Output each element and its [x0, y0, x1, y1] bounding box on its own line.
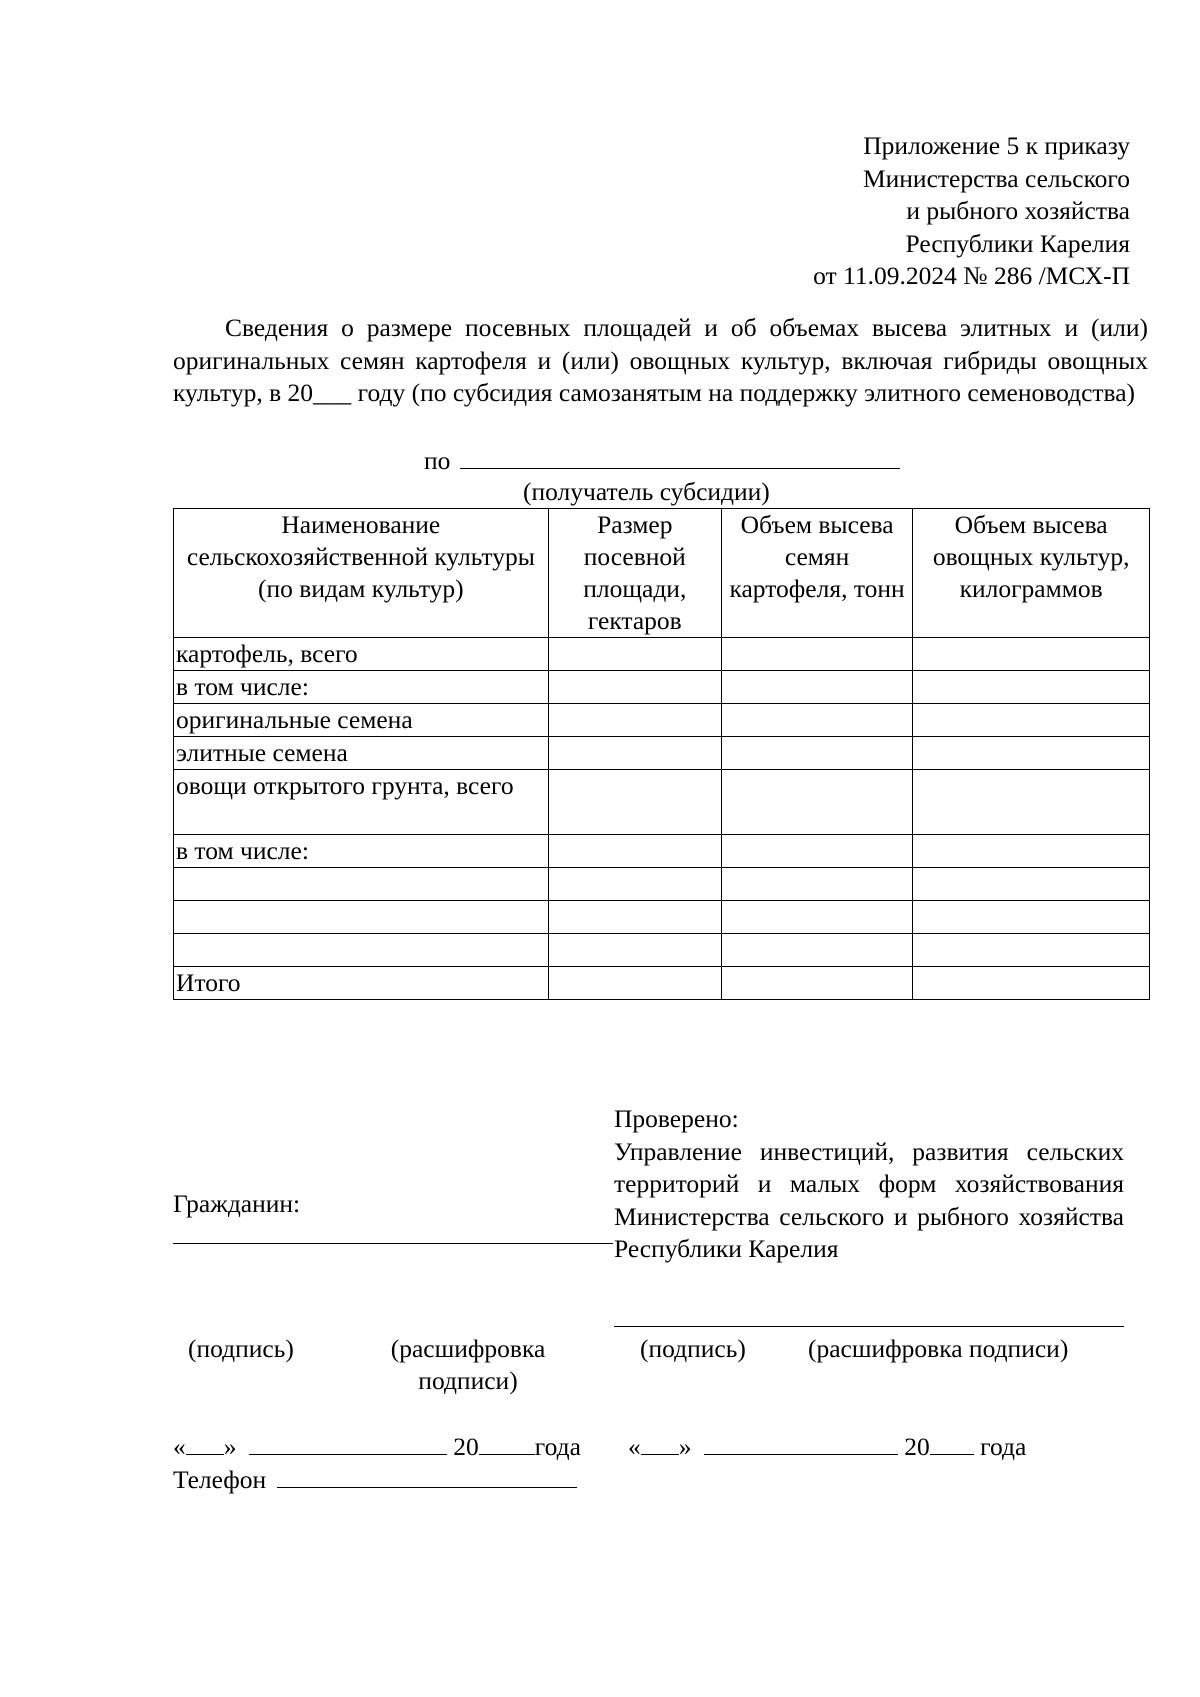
header-crop-name: Наименование сельскохозяйственной культуры (по видам культур) [174, 509, 549, 638]
day-field[interactable] [186, 1430, 224, 1455]
citizen-decode-caption: (расшифровка подписи) [390, 1334, 546, 1395]
header-vegetable-volume: Объем высева овощных культур, килограммов [913, 509, 1150, 638]
table-row [174, 737, 1150, 770]
cell-potato[interactable] [721, 770, 912, 835]
row-label[interactable] [174, 868, 549, 901]
cell-vegetable[interactable] [913, 835, 1150, 868]
cell-potato[interactable] [721, 737, 912, 770]
citizen-sign-caption: (подпись) [188, 1334, 294, 1363]
cell-potato[interactable] [721, 967, 912, 1000]
cell-area[interactable] [548, 967, 721, 1000]
cell-vegetable[interactable] [913, 638, 1150, 671]
order-reference [813, 130, 1130, 293]
cell-area[interactable] [548, 704, 721, 737]
table-row [174, 704, 1150, 737]
month-field[interactable] [249, 1430, 447, 1455]
header-line: Приложение 5 к приказу [863, 131, 1130, 160]
cell-potato[interactable] [721, 868, 912, 901]
table-row [174, 934, 1150, 967]
cell-area[interactable] [548, 868, 721, 901]
month-field[interactable] [704, 1430, 898, 1455]
table-row-total [174, 967, 1150, 1000]
table-row [174, 835, 1150, 868]
checked-label: Проверено: [614, 1104, 739, 1133]
cell-vegetable[interactable] [913, 671, 1150, 704]
date-open-quote: « [173, 1432, 186, 1461]
citizen-signature-field[interactable] [173, 1243, 613, 1244]
day-field[interactable] [641, 1430, 679, 1455]
cell-potato[interactable] [721, 934, 912, 967]
cell-vegetable[interactable] [913, 901, 1150, 934]
row-label[interactable] [174, 901, 549, 934]
phone-row [173, 1463, 577, 1496]
ministry-signature-field[interactable] [614, 1326, 1124, 1327]
header-line: Министерства сельского [862, 163, 1130, 193]
date-open-quote: « [628, 1432, 641, 1461]
row-label: в том числе: [174, 835, 549, 868]
citizen-label: Гражданин: [173, 1189, 301, 1218]
recipient-field[interactable] [460, 442, 900, 469]
cell-area[interactable] [548, 901, 721, 934]
cell-area[interactable] [548, 835, 721, 868]
cell-vegetable[interactable] [913, 737, 1150, 770]
table-row [174, 638, 1150, 671]
ministry-sign-caption: (подпись) [640, 1334, 746, 1363]
row-label: Итого [174, 967, 549, 1000]
document-title: Сведения о размере посевных площадей и об объемах высева элитных и (или) оригинальных семян картофеля и (или) овощных культур, включая гибриды овощных культур, в 20___ году (по субсидия самозанятым на поддержку элитного семеноводства) [173, 313, 1148, 407]
row-label: элитные семена [174, 737, 549, 770]
header-line: от 11.09.2024 № 286 /МСХ-П [813, 261, 1130, 290]
cell-potato[interactable] [721, 671, 912, 704]
cell-area[interactable] [548, 737, 721, 770]
ministry-date-row [628, 1430, 1026, 1463]
year-word: года [980, 1432, 1027, 1461]
header-line: Республики Карелия [905, 228, 1130, 258]
recipient-caption: (получатель субсидии) [523, 477, 770, 506]
cell-potato[interactable] [721, 704, 912, 737]
cell-vegetable[interactable] [913, 868, 1150, 901]
cell-potato[interactable] [721, 835, 912, 868]
cell-area[interactable] [548, 638, 721, 671]
table-row [174, 901, 1150, 934]
table-row [174, 868, 1150, 901]
table-header-row [174, 509, 1150, 638]
year-word: года [534, 1432, 581, 1461]
cell-vegetable[interactable] [913, 967, 1150, 1000]
row-label: картофель, всего [174, 638, 549, 671]
table-row [174, 770, 1150, 835]
phone-label: Телефон [173, 1465, 267, 1494]
header-potato-volume: Объем высева семян картофеля, тонн [721, 509, 912, 638]
cell-area[interactable] [548, 934, 721, 967]
recipient-row [424, 442, 900, 477]
citizen-date-row [173, 1430, 581, 1463]
cell-area[interactable] [548, 671, 721, 704]
cell-vegetable[interactable] [913, 934, 1150, 967]
cell-potato[interactable] [721, 638, 912, 671]
year-prefix: 20 [904, 1432, 930, 1461]
cell-vegetable[interactable] [913, 770, 1150, 835]
row-label: овощи открытого грунта, всего [174, 770, 549, 835]
year-field[interactable] [930, 1430, 974, 1455]
phone-field[interactable] [277, 1463, 577, 1488]
row-label: в том числе: [174, 671, 549, 704]
cell-vegetable[interactable] [913, 704, 1150, 737]
year-field[interactable] [479, 1430, 535, 1455]
ministry-decode-caption: (расшифровка подписи) [808, 1334, 1069, 1363]
checked-authority: Управление инвестиций, развития сельских территорий и малых форм хозяйствования Министерства сельского и рыбного хозяйства Республики Карелия [614, 1136, 1124, 1263]
year-prefix: 20 [453, 1432, 479, 1461]
header-area: Размер посевной площади, гектаров [548, 509, 721, 638]
checked-block [614, 1103, 1124, 1266]
cell-potato[interactable] [721, 901, 912, 934]
header-line: и рыбного хозяйства [906, 196, 1130, 225]
row-label[interactable] [174, 934, 549, 967]
date-close-quote: » [223, 1432, 237, 1461]
table-row [174, 671, 1150, 704]
date-close-quote: » [678, 1432, 692, 1461]
recipient-prefix: по [424, 446, 451, 475]
row-label: оригинальные семена [174, 704, 549, 737]
cell-area[interactable] [548, 770, 721, 835]
sowing-table [173, 508, 1150, 1000]
